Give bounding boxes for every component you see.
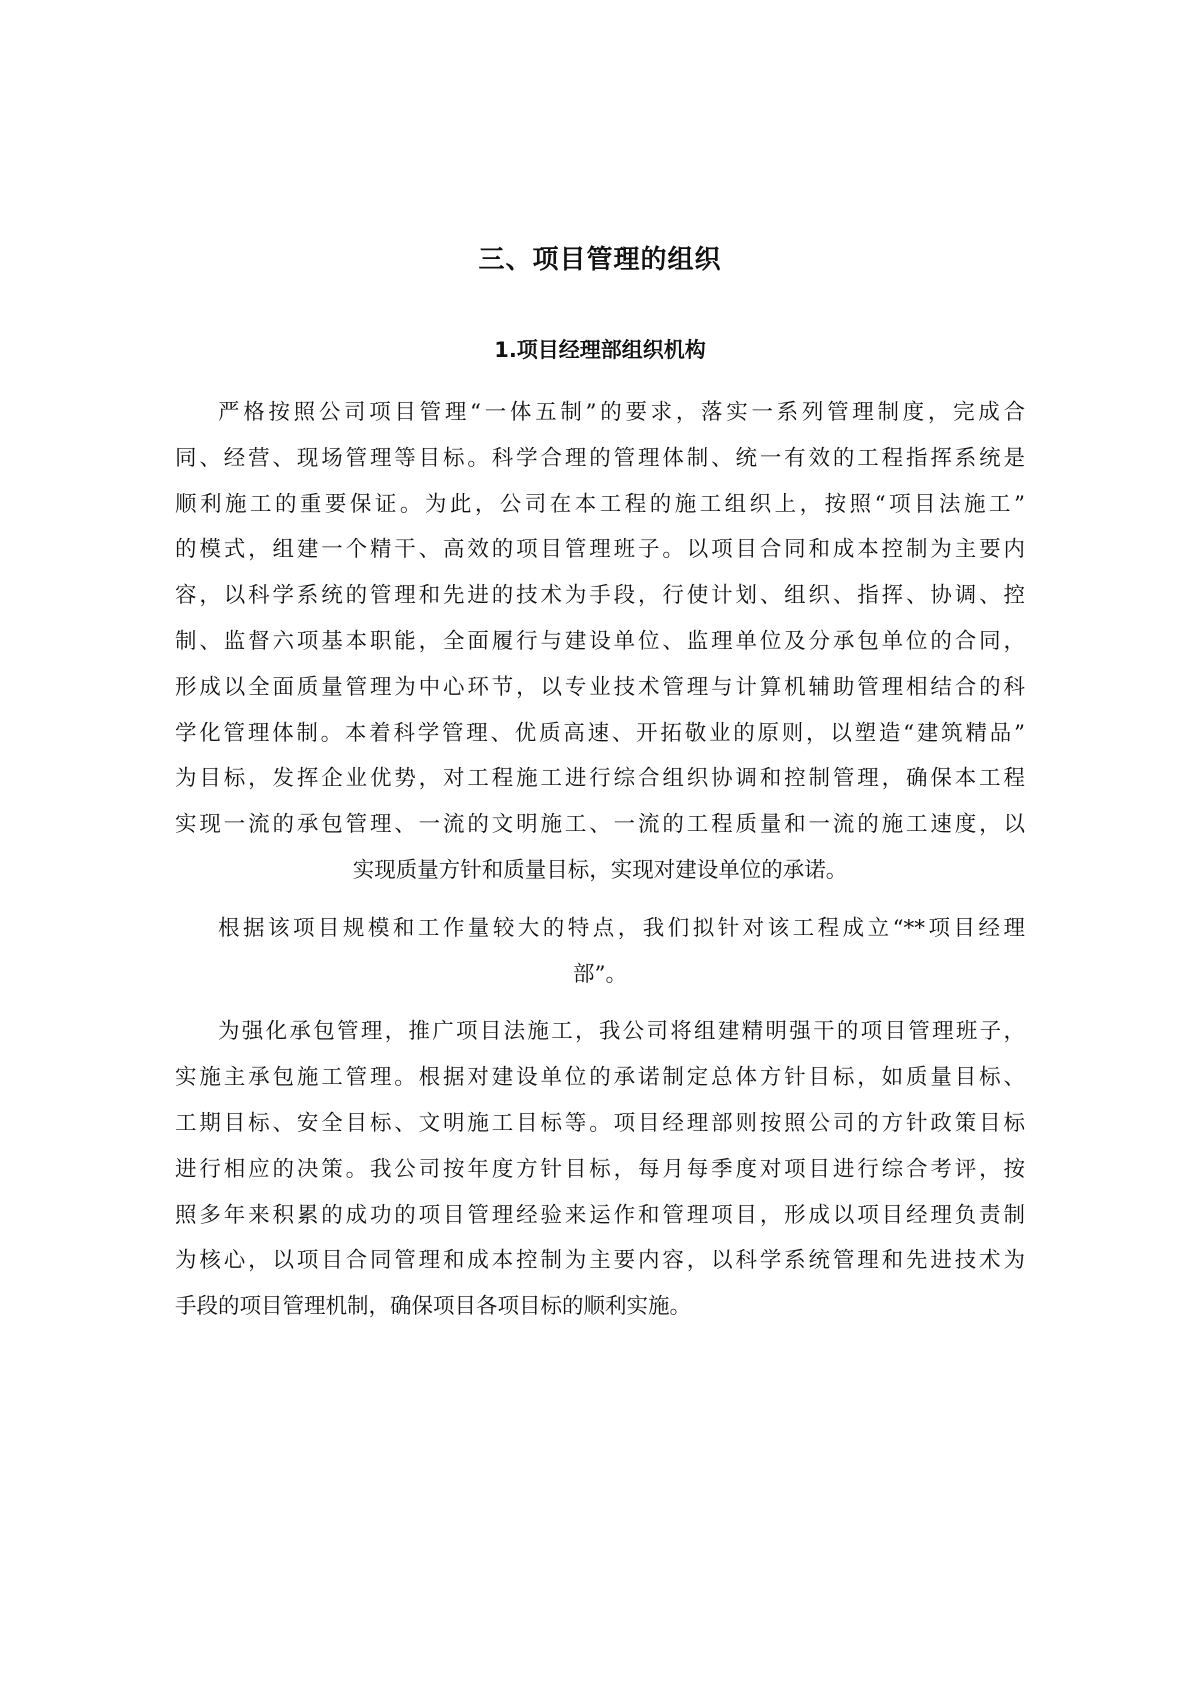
paragraph-2 (175, 906, 1025, 998)
section-title: 1.项目经理部组织机构 (494, 338, 706, 362)
paragraph-1 (175, 390, 1025, 894)
paragraph-line: 实现一流的承包管理、一流的文明施工、一流的工程质量和一流的施工速度，以 (175, 812, 1025, 838)
paragraph-line: 为强化承包管理，推广项目法施工，我公司将组建精明强干的项目管理班子， (218, 1019, 1025, 1045)
paragraph-line: 根据该项目规模和工作量较大的特点，我们拟针对该工程成立“**项目经理 (218, 915, 1025, 941)
body-text (175, 390, 1025, 1330)
paragraph-line: 部”。 (573, 961, 627, 987)
paragraph-line: 照多年来积累的成功的项目管理经验来运作和管理项目，形成以项目经理负责制 (175, 1202, 1025, 1228)
paragraph-line: 的模式，组建一个精干、高效的项目管理班子。以项目合同和成本控制为主要内 (175, 537, 1025, 563)
chapter-title: 三、项目管理的组织 (478, 245, 722, 275)
paragraph-line: 严格按照公司项目管理“一体五制”的要求，落实一系列管理制度，完成合 (218, 400, 1025, 425)
paragraph-line: 容，以科学系统的管理和先进的技术为手段，行使计划、组织、指挥、协调、控 (175, 583, 1025, 609)
paragraph-line: 同、经营、现场管理等目标。科学合理的管理体制、统一有效的工程指挥系统是 (175, 445, 1025, 471)
paragraph-line: 形成以全面质量管理为中心环节，以专业技术管理与计算机辅助管理相结合的科 (175, 674, 1025, 700)
paragraph-line: 实施主承包施工管理。根据对建设单位的承诺制定总体方针目标，如质量目标、 (175, 1065, 1025, 1091)
paragraph-line: 学化管理体制。本着科学管理、优质高速、开拓敬业的原则，以塑造“建筑精品” (175, 720, 1025, 746)
paragraph-line: 实现质量方针和质量目标，实现对建设单位的承诺。 (352, 857, 848, 883)
paragraph-line: 制、监督六项基本职能，全面履行与建设单位、监理单位及分承包单位的合同， (175, 628, 1025, 654)
paragraph-spacer (175, 894, 1025, 906)
paragraph-line: 手段的项目管理机制，确保项目各项目标的顺利实施。 (175, 1294, 692, 1320)
paragraph-line: 为核心，以项目合同管理和成本控制为主要内容，以科学系统管理和先进技术为 (175, 1248, 1025, 1274)
paragraph-line: 进行相应的决策。我公司按年度方针目标，每月每季度对项目进行综合考评，按 (175, 1156, 1025, 1182)
paragraph-line: 工期目标、安全目标、文明施工目标等。项目经理部则按照公司的方针政策目标 (175, 1110, 1025, 1136)
paragraph-3 (175, 1009, 1025, 1330)
paragraph-spacer (175, 997, 1025, 1009)
paragraph-line: 为目标，发挥企业优势，对工程施工进行综合组织协调和控制管理，确保本工程 (175, 766, 1025, 792)
paragraph-line: 顺利施工的重要保证。为此，公司在本工程的施工组织上，按照“项目法施工” (175, 491, 1025, 517)
